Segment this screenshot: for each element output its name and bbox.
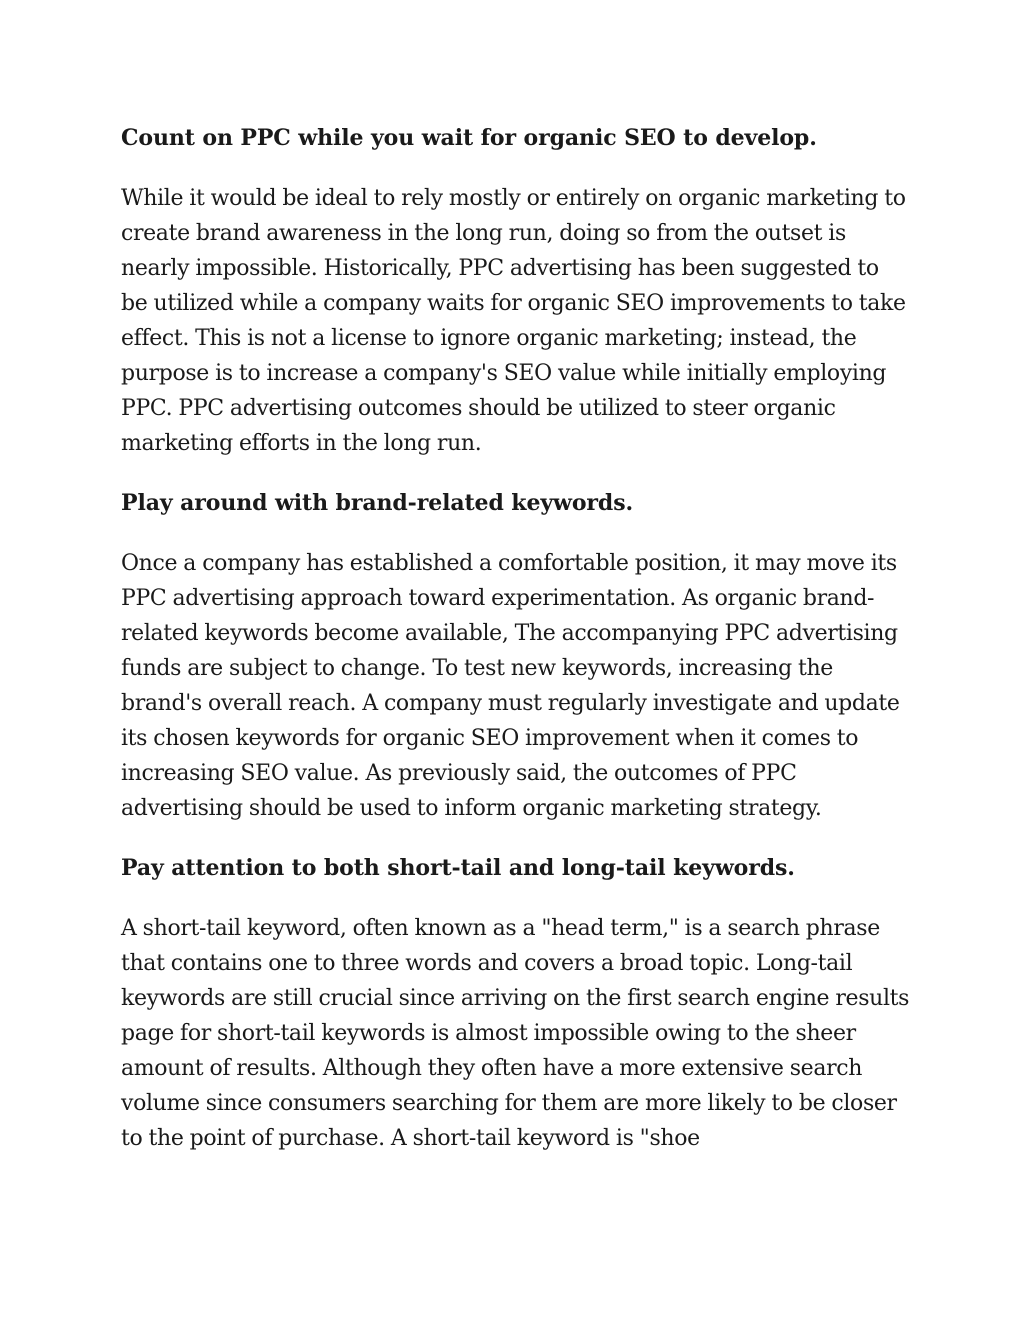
section-heading: Pay attention to both short-tail and long-tail keywords. [121,855,795,881]
section-paragraph: Once a company has established a comfortable position, it may move its PPC advertising approach toward experimentation. As organic brand-related keywords become available, The accompanying PPC advertising funds are subject to change. To test new keywords, increasing the brand's overall reach. A company must regularly investigate and update its chosen keywords for organic SEO improvement when it comes to increasing SEO value. As previously said, the outcomes of PPC advertising should be used to inform organic marketing strategy. [121,551,900,821]
section-heading: Count on PPC while you wait for organic SEO to develop. [121,125,817,151]
section-heading: Play around with brand-related keywords. [121,490,634,516]
section-paragraph: A short-tail keyword, often known as a "head term," is a search phrase that contains one to three words and covers a broad topic. Long-tail keywords are still crucial since arriving on the first search engine results page for short-tail keywords is almost impossible owing to the sheer amount of results. Although they often have a more extensive search volume since consumers searching for them are more likely to be closer to the point of purchase. A short-tail keyword is "shoe [121,916,910,1151]
section-paragraph: While it would be ideal to rely mostly or entirely on organic marketing to create brand awareness in the long run, doing so from the outset is nearly impossible. Historically, PPC advertising has been suggested to be utilized while a company waits for organic SEO improvements to take effect. This is not a license to ignore organic marketing; instead, the purpose is to increase a company's SEO value while initially employing PPC. PPC advertising outcomes should be utilized to steer organic marketing efforts in the long run. [121,186,906,456]
document-page [121,121,911,1156]
